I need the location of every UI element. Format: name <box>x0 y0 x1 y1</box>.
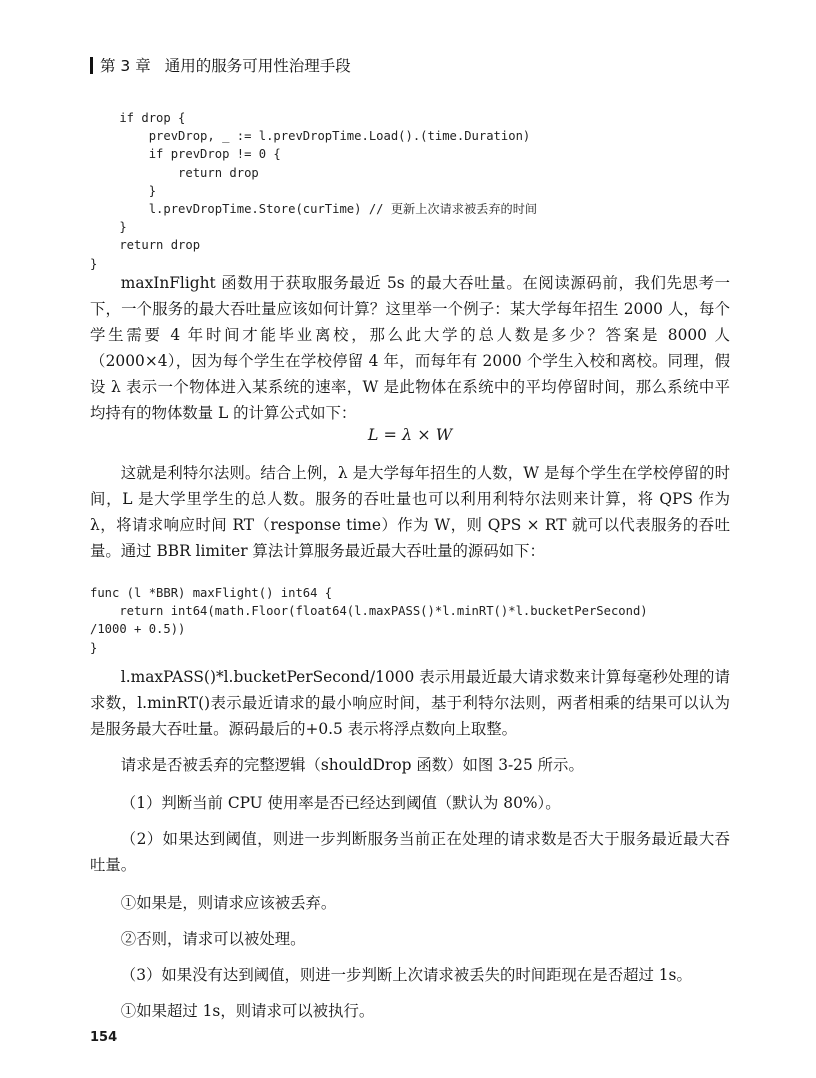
code-line: if prevDrop != 0 { <box>90 147 281 162</box>
code-line: return int64(math.Floor(float64(l.maxPASS()*l.minRT()*l.bucketPerSecond) <box>90 604 648 619</box>
step-2-option-b: ②否则，请求可以被处理。 <box>120 930 306 948</box>
chapter-title: 通用的服务可用性治理手段 <box>164 57 351 75</box>
paragraph-shoulddrop: 请求是否被丢弃的完整逻辑（shouldDrop 函数）如图 3-25 所示。 <box>120 756 584 774</box>
code-line: return drop <box>90 238 201 253</box>
paragraph-littles-law: 这就是利特尔法则。结合上例，λ 是大学每年招生的人数，W 是每个学生在学校停留的时间，L 是大学里学生的总人数。服务的吞吐量也可以利用利特尔法则来计算，将 QPS 作为 λ，将请求响应时间 RT（response time）作为 W，则 QPS × RT 就可以代表服务的吞吐量。通过 BBR limiter 算法计算服务最近最大吞吐量的源码如下： <box>90 464 730 560</box>
littles-law-formula: L = λ × W <box>367 425 453 444</box>
code-line: } <box>90 640 98 655</box>
code-line: } <box>90 220 127 235</box>
code-line: prevDrop, _ := l.prevDropTime.Load().(time.Duration) <box>90 129 531 144</box>
code-block-2 <box>90 584 726 657</box>
header-bar <box>90 57 93 74</box>
code-line: return drop <box>90 165 259 180</box>
code-line: } <box>90 256 98 271</box>
chapter-label: 第 3 章 <box>100 57 151 75</box>
step-2-option-a: ①如果是，则请求应该被丢弃。 <box>120 894 337 912</box>
code-block-1 <box>90 109 726 273</box>
step-2: （2）如果达到阈值，则进一步判断服务当前正在处理的请求数是否大于服务最近最大吞吐量。 <box>90 830 730 874</box>
step-1: （1）判断当前 CPU 使用率是否已经达到阈值（默认为 80%）。 <box>120 794 561 812</box>
paragraph-maxinflight: maxInFlight 函数用于获取服务最近 5s 的最大吞吐量。在阅读源码前，我们先思考一下，一个服务的最大吞吐量应该如何计算？这里举一个例子：某大学每年招生 2000 人，每个学生需要 4 年时间才能毕业离校，那么此大学的总人数是多少？答案是 8000 人（2000×4），因为每个学生在学校停留 4 年，而每年有 2000 个学生入校和离校。同理，假设 λ 表示一个物体进入某系统的速率，W 是此物体在系统中的平均停留时间，那么系统中平均持有的物体数量 L 的计算公式如下： <box>90 274 730 422</box>
code-line: l.prevDropTime.Store(curTime) // 更新上次请求被丢弃的时间 <box>90 201 538 216</box>
page-number: 154 <box>90 1030 118 1045</box>
code-line: func (l *BBR) maxFlight() int64 { <box>90 586 333 600</box>
code-line: } <box>90 183 157 198</box>
paragraph-maxpass-explanation: l.maxPASS()*l.bucketPerSecond/1000 表示用最近最大请求数来计算每毫秒处理的请求数，l.minRT()表示最近请求的最小响应时间，基于利特尔法则，两者相乘的结果可以认为是服务最大吞吐量。源码最后的+0.5 表示将浮点数向上取整。 <box>90 668 730 738</box>
code-line: /1000 + 0.5)) <box>90 622 186 637</box>
step-3-option-a: ①如果超过 1s，则请求可以被执行。 <box>120 1002 375 1020</box>
page-header <box>90 54 351 76</box>
step-3: （3）如果没有达到阈值，则进一步判断上次请求被丢失的时间距现在是否超过 1s。 <box>120 966 692 984</box>
code-line: if drop { <box>90 111 186 125</box>
